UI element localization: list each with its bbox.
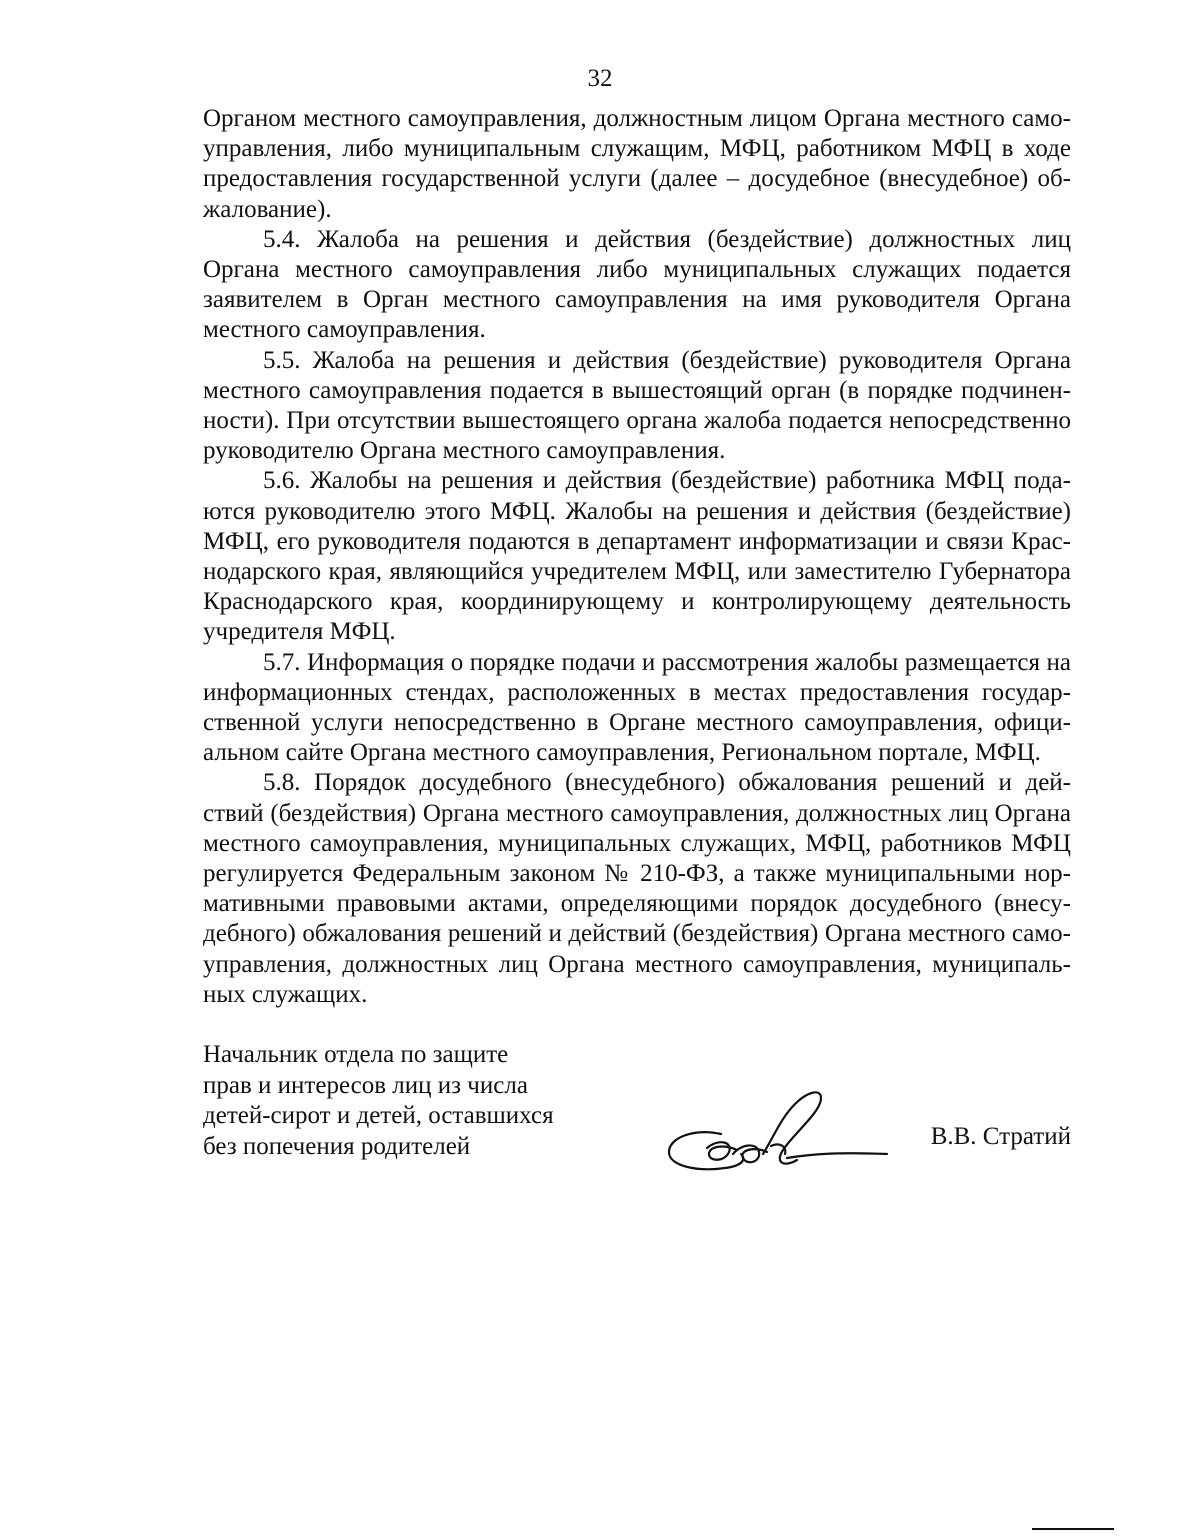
paragraph-5-6: 5.6. Жалобы на решения и действия (бездействие) работника МФЦ подаются руководителю этого МФЦ. Жалобы на решения и действия (бездействие) МФЦ, его руководителя подаются в департамент информатизации и связи Краснодарского края, являющийся учредителем МФЦ, или заместителю Губернатора Краснодарского края, координирующему и контролирующему деятельность учредителя МФЦ. bbox=[203, 467, 1071, 646]
paragraph-5-7: 5.7. Информация о порядке подачи и рассмотрения жалобы размещается на информационных стендах, расположенных в местах предоставления государственной услуги непосредственно в Органе местного самоуправления, официальном сайте Органа местного самоуправления, Региональном портале, МФЦ. bbox=[203, 648, 1071, 767]
signer-position-line: Начальник отдела по защите bbox=[203, 1041, 509, 1068]
body-text bbox=[203, 104, 1071, 1010]
signature-block bbox=[203, 1040, 1071, 1200]
signer-position-line: прав и интересов лиц из числа bbox=[203, 1071, 528, 1099]
signer-position-line: без попечения родителей bbox=[203, 1132, 471, 1160]
page-number: 32 bbox=[587, 65, 613, 92]
signer-position-line: детей-сирот и детей, оставшихся bbox=[203, 1102, 554, 1129]
paragraph-5-8: 5.8. Порядок досудебного (внесудебного) обжалования решений и действий (бездействия) Органа местного самоуправления, должностных лиц Органа местного самоуправления, муниципальных служащих, МФЦ, работников МФЦ регулируется Федеральным законом № 210-ФЗ, а также муниципальными нормативными правовыми актами, определяющими порядок досудебного (внесудебного) обжалования решений и действий (бездействия) Органа местного самоуправления, должностных лиц Органа местного самоуправления, муниципальных служащих. bbox=[203, 769, 1071, 1008]
paragraph-5-4: 5.4. Жалоба на решения и действия (бездействие) должностных лиц Органа местного самоуправления либо муниципальных служащих подается заявителем в Орган местного самоуправления на имя руководителя Органа местного самоуправления. bbox=[203, 225, 1071, 344]
paragraph-5-5: 5.5. Жалоба на решения и действия (бездействие) руководителя Органа местного самоуправления подается в вышестоящий орган (в порядке подчиненности). При отсутствии вышестоящего органа жалоба подается непосредственно руководителю Органа местного самоуправления. bbox=[203, 346, 1071, 465]
handwritten-signature bbox=[663, 1088, 893, 1188]
signer-name: В.В. Стратий bbox=[930, 1123, 1071, 1150]
signer-position bbox=[203, 1040, 623, 1162]
footer-rule bbox=[1032, 1528, 1114, 1530]
paragraph-continuation: Органом местного самоуправления, должностным лицом Органа местного самоуправления, либо муниципальным служащим, МФЦ, работником МФЦ в ходе предоставления государственной услуги (далее – досудебное (внесудебное) обжалование). bbox=[203, 105, 1071, 223]
